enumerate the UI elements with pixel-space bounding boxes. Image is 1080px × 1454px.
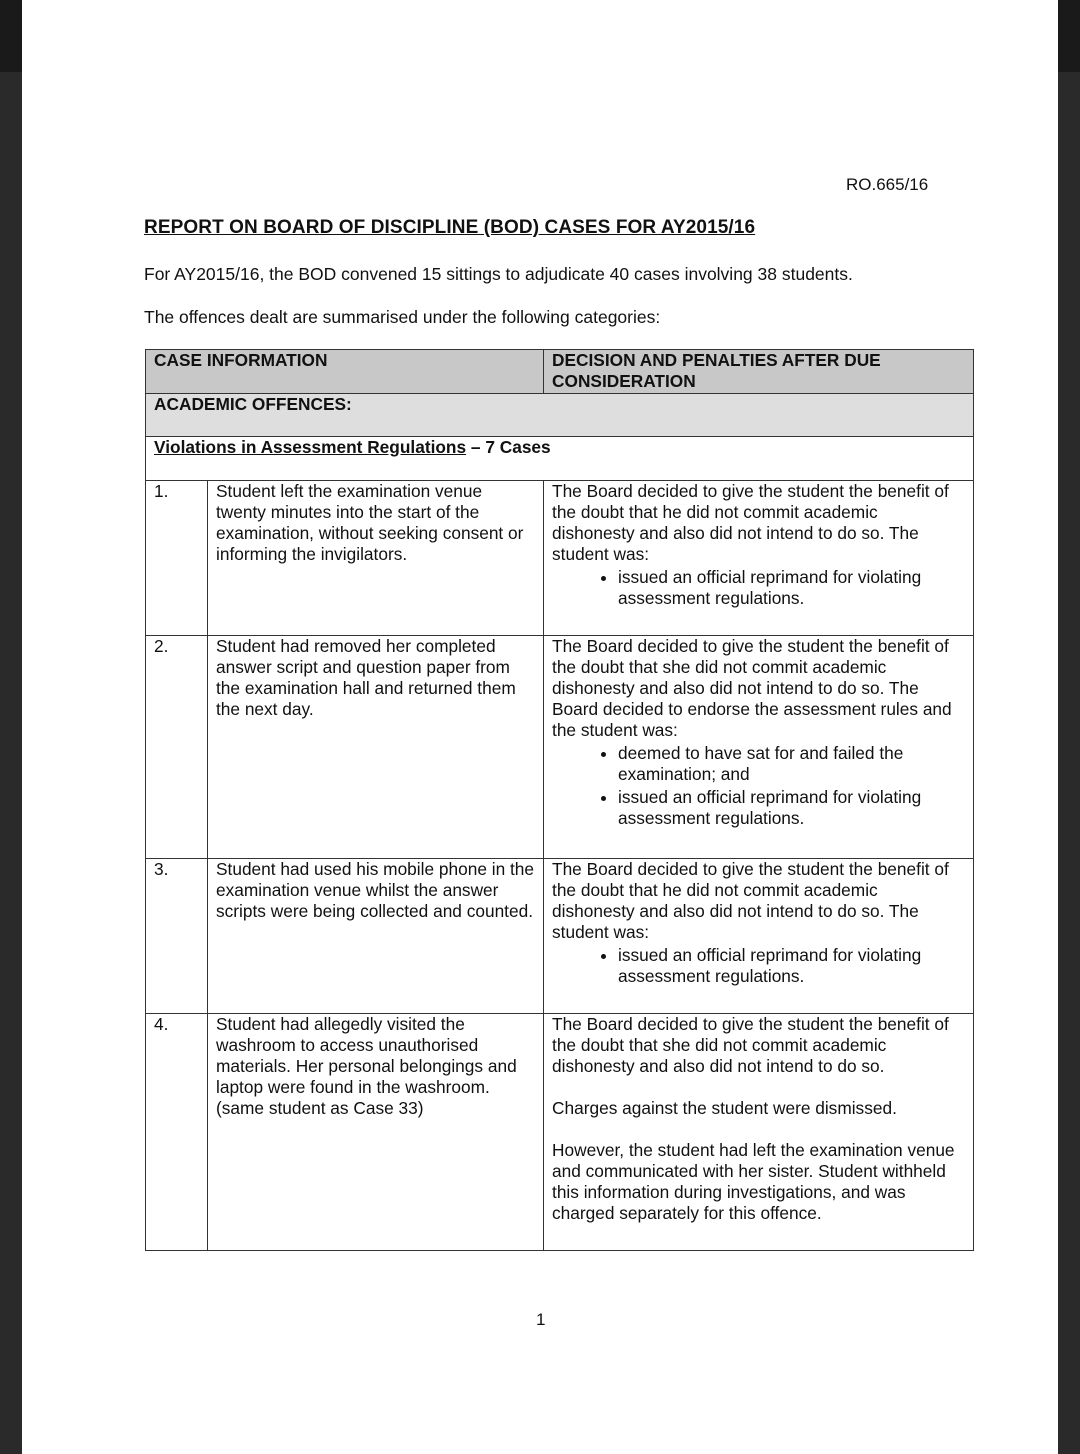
case-number: 1.	[146, 481, 208, 636]
table-row	[146, 1014, 974, 1251]
decision-text: The Board decided to give the student the benefit of the doubt that she did not commit academic dishonesty and also did not intend to do so.	[552, 1014, 949, 1076]
subcategory-title: Violations in Assessment Regulations	[154, 437, 467, 457]
table-row	[146, 636, 974, 859]
case-number: 2.	[146, 636, 208, 859]
case-number: 4.	[146, 1014, 208, 1251]
penalty-list	[552, 567, 965, 609]
penalty-item: • deemed to have sat for and failed the examination; and	[618, 743, 965, 785]
case-info-note: (same student as Case 33)	[216, 1098, 424, 1118]
page-number: 1	[536, 1310, 546, 1329]
subcategory-row	[146, 437, 974, 481]
intro-paragraph: For AY2015/16, the BOD convened 15 sittings to adjudicate 40 cases involving 38 students.	[144, 264, 853, 284]
penalty-item: • issued an official reprimand for violating assessment regulations.	[618, 787, 965, 829]
reference-number: RO.665/16	[846, 175, 929, 194]
report-title: REPORT ON BOARD OF DISCIPLINE (BOD) CASES FOR AY2015/16	[144, 217, 756, 238]
category-row	[146, 394, 974, 437]
penalty-list	[552, 945, 965, 987]
viewer-edge-right	[1058, 0, 1080, 72]
subcategory-heading	[146, 437, 974, 481]
header-decision: DECISION AND PENALTIES AFTER DUE CONSIDERATION	[544, 350, 974, 394]
table-row	[146, 859, 974, 1014]
intro-paragraph-categories: The offences dealt are summarised under the following categories:	[144, 307, 661, 327]
case-info	[208, 1014, 544, 1251]
penalty-list	[552, 743, 965, 829]
decision-note: However, the student had left the examination venue and communicated with her sister. Student withheld this information during investigations, and was charged separately for this offence.	[552, 1140, 955, 1223]
header-case-information: CASE INFORMATION	[146, 350, 544, 394]
case-decision	[544, 481, 974, 636]
decision-text: The Board decided to give the student the benefit of the doubt that she did not commit academic dishonesty and also did not intend to do so. The Board decided to endorse the assessment rules and the student was:	[552, 636, 952, 740]
penalty-item: • issued an official reprimand for violating assessment regulations.	[618, 567, 965, 609]
case-decision	[544, 859, 974, 1014]
viewer-edge-left	[0, 0, 22, 72]
case-info: Student left the examination venue twenty minutes into the start of the examination, without seeking consent or informing the invigilators.	[208, 481, 544, 636]
cases-table	[145, 349, 974, 1251]
subcategory-count: – 7 Cases	[466, 437, 551, 457]
case-info: Student had used his mobile phone in the examination venue whilst the answer scripts were being collected and counted.	[208, 859, 544, 1014]
penalty-item: • issued an official reprimand for violating assessment regulations.	[618, 945, 965, 987]
document-page	[22, 0, 1058, 1454]
table-row	[146, 481, 974, 636]
table-header-row	[146, 350, 974, 394]
case-number: 3.	[146, 859, 208, 1014]
category-academic-offences: ACADEMIC OFFENCES:	[146, 394, 974, 437]
decision-text: The Board decided to give the student the benefit of the doubt that he did not commit academic dishonesty and also did not intend to do so. The student was:	[552, 859, 949, 942]
case-info-text: Student had allegedly visited the washroom to access unauthorised materials. Her personal belongings and laptop were found in the washroom.	[216, 1014, 517, 1097]
case-info: Student had removed her completed answer script and question paper from the examination hall and returned them the next day.	[208, 636, 544, 859]
case-decision	[544, 636, 974, 859]
case-decision	[544, 1014, 974, 1251]
decision-outcome: Charges against the student were dismissed.	[552, 1098, 897, 1118]
decision-text: The Board decided to give the student the benefit of the doubt that he did not commit academic dishonesty and also did not intend to do so. The student was:	[552, 481, 949, 564]
